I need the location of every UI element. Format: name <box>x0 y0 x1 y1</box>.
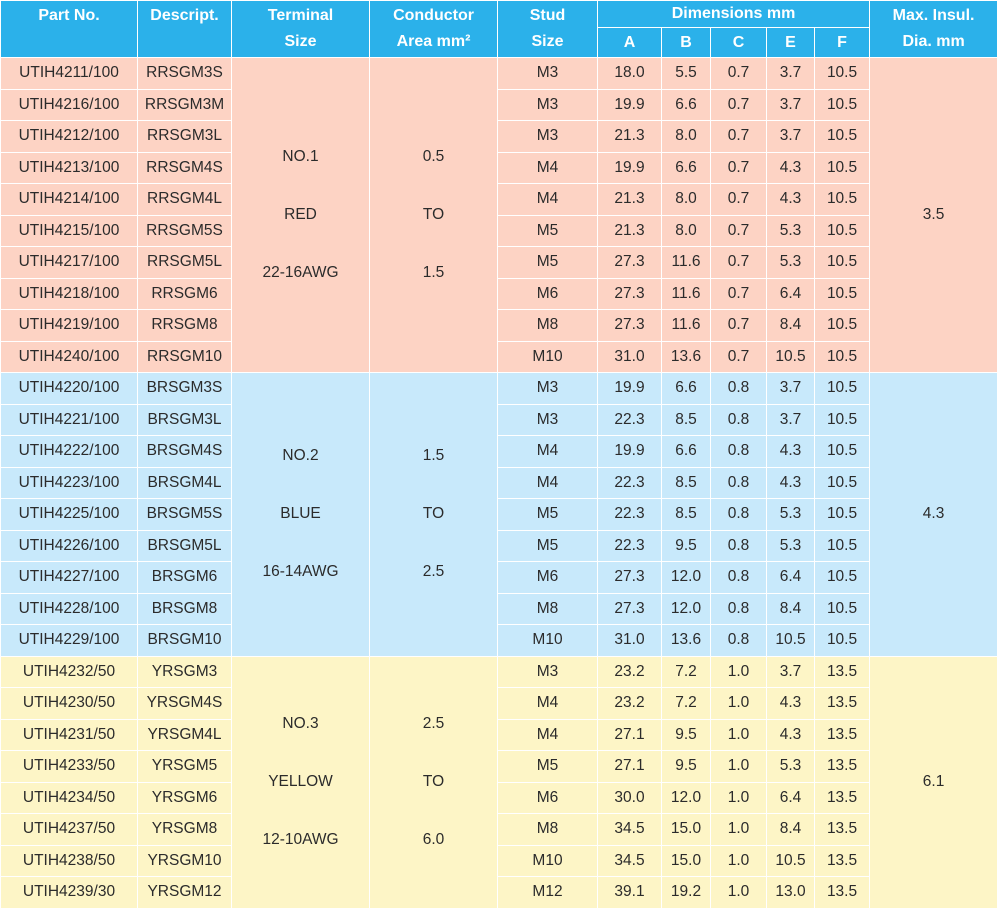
conductor-area-line: 2.5 <box>422 715 445 732</box>
dim-e-cell: 5.3 <box>767 499 815 531</box>
dim-a-cell: 27.1 <box>598 751 662 783</box>
dim-e-cell: 3.7 <box>767 121 815 153</box>
dim-f-cell: 13.5 <box>815 688 870 720</box>
dim-a-cell: 27.3 <box>598 593 662 625</box>
stud-size-cell: M3 <box>498 656 598 688</box>
header-descript: Descript. <box>138 1 232 58</box>
conductor-area-line: TO <box>422 505 445 523</box>
part-no-cell: UTIH4234/50 <box>1 782 138 814</box>
dim-f-cell: 10.5 <box>815 58 870 90</box>
descript-cell: RRSGM5L <box>138 247 232 279</box>
dim-f-cell: 10.5 <box>815 184 870 216</box>
dim-b-cell: 7.2 <box>662 656 711 688</box>
part-no-cell: UTIH4217/100 <box>1 247 138 279</box>
header-dim-b: B <box>662 28 711 58</box>
part-no-cell: UTIH4214/100 <box>1 184 138 216</box>
dim-f-cell: 10.5 <box>815 467 870 499</box>
stud-size-cell: M4 <box>498 152 598 184</box>
stud-size-cell: M12 <box>498 877 598 909</box>
header-terminal-size: Terminal Size <box>232 1 370 58</box>
part-no-cell: UTIH4213/100 <box>1 152 138 184</box>
dim-c-cell: 0.8 <box>711 436 767 468</box>
dim-b-cell: 11.6 <box>662 310 711 342</box>
part-no-cell: UTIH4240/100 <box>1 341 138 373</box>
dim-a-cell: 22.3 <box>598 404 662 436</box>
table-row <box>1 688 997 720</box>
dim-a-cell: 19.9 <box>598 436 662 468</box>
dim-c-cell: 1.0 <box>711 688 767 720</box>
dim-c-cell: 0.7 <box>711 278 767 310</box>
dim-c-cell: 0.7 <box>711 247 767 279</box>
terminal-size-line: NO.1 <box>282 148 319 165</box>
dim-f-cell: 10.5 <box>815 121 870 153</box>
dim-f-cell: 10.5 <box>815 310 870 342</box>
part-no-cell: UTIH4232/50 <box>1 656 138 688</box>
dim-f-cell: 13.5 <box>815 656 870 688</box>
dim-c-cell: 1.0 <box>711 719 767 751</box>
dim-a-cell: 23.2 <box>598 656 662 688</box>
dim-f-cell: 13.5 <box>815 751 870 783</box>
table-row <box>1 278 997 310</box>
max-insul-dia-cell: 6.1 <box>870 656 997 908</box>
dim-a-cell: 31.0 <box>598 341 662 373</box>
dim-f-cell: 10.5 <box>815 404 870 436</box>
dim-b-cell: 13.6 <box>662 625 711 657</box>
dim-e-cell: 4.3 <box>767 184 815 216</box>
stud-size-cell: M4 <box>498 184 598 216</box>
conductor-area-line: TO <box>422 206 445 223</box>
descript-cell: YRSGM12 <box>138 877 232 909</box>
part-no-cell: UTIH4231/50 <box>1 719 138 751</box>
dim-e-cell: 6.4 <box>767 562 815 594</box>
table-row <box>1 467 997 499</box>
table-row <box>1 58 997 90</box>
dim-c-cell: 0.7 <box>711 310 767 342</box>
dim-b-cell: 11.6 <box>662 278 711 310</box>
dim-a-cell: 34.5 <box>598 845 662 877</box>
stud-size-cell: M8 <box>498 814 598 846</box>
dim-e-cell: 4.3 <box>767 152 815 184</box>
stud-size-cell: M5 <box>498 247 598 279</box>
dim-c-cell: 0.8 <box>711 562 767 594</box>
dim-f-cell: 10.5 <box>815 215 870 247</box>
dim-f-cell: 10.5 <box>815 278 870 310</box>
descript-cell: BRSGM3S <box>138 373 232 405</box>
stud-size-cell: M10 <box>498 625 598 657</box>
table-row <box>1 530 997 562</box>
descript-cell: BRSGM4S <box>138 436 232 468</box>
dim-a-cell: 39.1 <box>598 877 662 909</box>
dim-e-cell: 3.7 <box>767 58 815 90</box>
dim-a-cell: 27.3 <box>598 247 662 279</box>
table-row <box>1 436 997 468</box>
dim-c-cell: 0.7 <box>711 152 767 184</box>
table-header <box>1 1 997 58</box>
table-row <box>1 499 997 531</box>
dim-b-cell: 8.5 <box>662 404 711 436</box>
descript-cell: YRSGM10 <box>138 845 232 877</box>
dim-a-cell: 34.5 <box>598 814 662 846</box>
dim-c-cell: 0.7 <box>711 89 767 121</box>
dim-a-cell: 30.0 <box>598 782 662 814</box>
dim-e-cell: 10.5 <box>767 341 815 373</box>
terminal-size-line: RED <box>284 206 317 223</box>
dim-c-cell: 0.8 <box>711 625 767 657</box>
stud-size-cell: M8 <box>498 310 598 342</box>
stud-size-cell: M3 <box>498 121 598 153</box>
dim-f-cell: 10.5 <box>815 341 870 373</box>
dim-a-cell: 22.3 <box>598 467 662 499</box>
dim-c-cell: 1.0 <box>711 751 767 783</box>
part-no-cell: UTIH4227/100 <box>1 562 138 594</box>
table-row <box>1 341 997 373</box>
dim-e-cell: 13.0 <box>767 877 815 909</box>
dim-c-cell: 0.8 <box>711 499 767 531</box>
part-no-cell: UTIH4225/100 <box>1 499 138 531</box>
header-conductor-area: Conductor Area mm² <box>370 1 498 58</box>
table-row <box>1 562 997 594</box>
table-row <box>1 814 997 846</box>
part-no-cell: UTIH4221/100 <box>1 404 138 436</box>
table-row <box>1 152 997 184</box>
dim-a-cell: 31.0 <box>598 625 662 657</box>
stud-size-cell: M4 <box>498 436 598 468</box>
table-row <box>1 310 997 342</box>
conductor-area-line: 0.5 <box>422 148 445 165</box>
terminal-size-line: NO.2 <box>282 447 319 465</box>
dim-c-cell: 0.7 <box>711 215 767 247</box>
part-no-cell: UTIH4212/100 <box>1 121 138 153</box>
dim-f-cell: 13.5 <box>815 719 870 751</box>
stud-size-cell: M4 <box>498 688 598 720</box>
part-no-cell: UTIH4233/50 <box>1 751 138 783</box>
descript-cell: RRSGM4S <box>138 152 232 184</box>
dim-b-cell: 8.5 <box>662 499 711 531</box>
dim-e-cell: 4.3 <box>767 719 815 751</box>
dim-e-cell: 3.7 <box>767 373 815 405</box>
stud-size-cell: M4 <box>498 719 598 751</box>
stud-size-cell: M6 <box>498 278 598 310</box>
dim-a-cell: 27.3 <box>598 310 662 342</box>
conductor-area-line: 1.5 <box>422 447 445 465</box>
header-dim-c: C <box>711 28 767 58</box>
dim-f-cell: 10.5 <box>815 436 870 468</box>
terminal-size-line: 16-14AWG <box>262 563 339 581</box>
part-no-cell: UTIH4222/100 <box>1 436 138 468</box>
header-dim-a: A <box>598 28 662 58</box>
dim-c-cell: 1.0 <box>711 877 767 909</box>
part-no-cell: UTIH4237/50 <box>1 814 138 846</box>
table-row <box>1 373 997 405</box>
terminal-size-line: NO.3 <box>282 715 319 732</box>
dim-c-cell: 1.0 <box>711 656 767 688</box>
dim-c-cell: 0.8 <box>711 404 767 436</box>
table-row <box>1 121 997 153</box>
conductor-area-line: 6.0 <box>422 831 445 848</box>
table-row <box>1 404 997 436</box>
dim-b-cell: 15.0 <box>662 845 711 877</box>
dim-e-cell: 6.4 <box>767 782 815 814</box>
dim-e-cell: 5.3 <box>767 530 815 562</box>
dim-b-cell: 9.5 <box>662 530 711 562</box>
descript-cell: YRSGM5 <box>138 751 232 783</box>
dim-e-cell: 8.4 <box>767 814 815 846</box>
table-row <box>1 593 997 625</box>
dim-a-cell: 21.3 <box>598 215 662 247</box>
part-no-cell: UTIH4226/100 <box>1 530 138 562</box>
part-no-cell: UTIH4229/100 <box>1 625 138 657</box>
dim-c-cell: 0.7 <box>711 121 767 153</box>
descript-cell: YRSGM3 <box>138 656 232 688</box>
max-insul-dia-cell: 4.3 <box>870 373 997 657</box>
dim-e-cell: 8.4 <box>767 593 815 625</box>
table-body <box>1 58 997 909</box>
dim-c-cell: 0.7 <box>711 58 767 90</box>
descript-cell: BRSGM6 <box>138 562 232 594</box>
dim-b-cell: 5.5 <box>662 58 711 90</box>
dim-e-cell: 5.3 <box>767 247 815 279</box>
dim-c-cell: 1.0 <box>711 814 767 846</box>
descript-cell: RRSGM4L <box>138 184 232 216</box>
conductor-area-cell <box>370 373 498 657</box>
conductor-area-line: 1.5 <box>422 264 445 281</box>
descript-cell: YRSGM4S <box>138 688 232 720</box>
dim-c-cell: 0.7 <box>711 341 767 373</box>
table-row <box>1 719 997 751</box>
part-no-cell: UTIH4228/100 <box>1 593 138 625</box>
dim-e-cell: 8.4 <box>767 310 815 342</box>
stud-size-cell: M10 <box>498 845 598 877</box>
descript-cell: YRSGM4L <box>138 719 232 751</box>
stud-size-cell: M3 <box>498 58 598 90</box>
dim-a-cell: 19.9 <box>598 373 662 405</box>
descript-cell: YRSGM8 <box>138 814 232 846</box>
dim-f-cell: 13.5 <box>815 814 870 846</box>
descript-cell: BRSGM5L <box>138 530 232 562</box>
conductor-area-line: 2.5 <box>422 563 445 581</box>
terminal-size-line: YELLOW <box>268 773 333 790</box>
dim-b-cell: 8.0 <box>662 184 711 216</box>
dim-e-cell: 3.7 <box>767 89 815 121</box>
dim-a-cell: 18.0 <box>598 58 662 90</box>
table-row <box>1 89 997 121</box>
dim-f-cell: 13.5 <box>815 845 870 877</box>
dim-c-cell: 0.8 <box>711 373 767 405</box>
part-no-cell: UTIH4223/100 <box>1 467 138 499</box>
conductor-area-cell <box>370 656 498 908</box>
dim-e-cell: 5.3 <box>767 215 815 247</box>
dim-e-cell: 5.3 <box>767 751 815 783</box>
dim-a-cell: 22.3 <box>598 530 662 562</box>
dim-b-cell: 9.5 <box>662 719 711 751</box>
header-stud-size: Stud Size <box>498 1 598 58</box>
descript-cell: RRSGM3M <box>138 89 232 121</box>
stud-size-cell: M5 <box>498 215 598 247</box>
dim-c-cell: 1.0 <box>711 845 767 877</box>
terminal-size-line: BLUE <box>280 505 321 523</box>
dim-e-cell: 3.7 <box>767 656 815 688</box>
dim-c-cell: 0.8 <box>711 530 767 562</box>
dim-b-cell: 6.6 <box>662 89 711 121</box>
dim-c-cell: 0.8 <box>711 593 767 625</box>
part-no-cell: UTIH4220/100 <box>1 373 138 405</box>
dim-b-cell: 8.0 <box>662 121 711 153</box>
dim-f-cell: 13.5 <box>815 782 870 814</box>
stud-size-cell: M6 <box>498 562 598 594</box>
dim-b-cell: 12.0 <box>662 782 711 814</box>
dim-b-cell: 6.6 <box>662 152 711 184</box>
part-no-cell: UTIH4239/30 <box>1 877 138 909</box>
table-row <box>1 877 997 909</box>
table-row <box>1 247 997 279</box>
stud-size-cell: M8 <box>498 593 598 625</box>
terminal-size-line: 12-10AWG <box>262 831 339 848</box>
header-part-no: Part No. <box>1 1 138 58</box>
descript-cell: RRSGM8 <box>138 310 232 342</box>
stud-size-cell: M4 <box>498 467 598 499</box>
stud-size-cell: M5 <box>498 530 598 562</box>
dim-a-cell: 19.9 <box>598 89 662 121</box>
descript-cell: RRSGM6 <box>138 278 232 310</box>
descript-cell: BRSGM3L <box>138 404 232 436</box>
dim-a-cell: 21.3 <box>598 121 662 153</box>
descript-cell: YRSGM6 <box>138 782 232 814</box>
descript-cell: BRSGM4L <box>138 467 232 499</box>
dim-b-cell: 12.0 <box>662 562 711 594</box>
dim-f-cell: 10.5 <box>815 562 870 594</box>
dim-b-cell: 7.2 <box>662 688 711 720</box>
dim-b-cell: 19.2 <box>662 877 711 909</box>
dim-e-cell: 3.7 <box>767 404 815 436</box>
dim-f-cell: 10.5 <box>815 499 870 531</box>
dim-f-cell: 10.5 <box>815 625 870 657</box>
stud-size-cell: M5 <box>498 751 598 783</box>
descript-cell: BRSGM5S <box>138 499 232 531</box>
dim-e-cell: 10.5 <box>767 625 815 657</box>
conductor-area-line: TO <box>422 773 445 790</box>
table-row <box>1 782 997 814</box>
terminal-size-cell <box>232 58 370 373</box>
dim-c-cell: 0.8 <box>711 467 767 499</box>
stud-size-cell: M10 <box>498 341 598 373</box>
dim-a-cell: 19.9 <box>598 152 662 184</box>
dim-e-cell: 4.3 <box>767 436 815 468</box>
part-no-cell: UTIH4211/100 <box>1 58 138 90</box>
descript-cell: BRSGM8 <box>138 593 232 625</box>
dim-b-cell: 6.6 <box>662 373 711 405</box>
dim-b-cell: 8.5 <box>662 467 711 499</box>
part-no-cell: UTIH4219/100 <box>1 310 138 342</box>
dim-b-cell: 11.6 <box>662 247 711 279</box>
header-dim-e: E <box>767 28 815 58</box>
table-row <box>1 845 997 877</box>
dim-e-cell: 10.5 <box>767 845 815 877</box>
dim-a-cell: 27.3 <box>598 562 662 594</box>
table-row <box>1 751 997 783</box>
table-row <box>1 184 997 216</box>
dim-b-cell: 6.6 <box>662 436 711 468</box>
table-row <box>1 625 997 657</box>
dim-f-cell: 10.5 <box>815 152 870 184</box>
part-no-cell: UTIH4230/50 <box>1 688 138 720</box>
dim-a-cell: 23.2 <box>598 688 662 720</box>
dim-b-cell: 12.0 <box>662 593 711 625</box>
dim-a-cell: 22.3 <box>598 499 662 531</box>
header-dim-f: F <box>815 28 870 58</box>
dim-e-cell: 4.3 <box>767 467 815 499</box>
dim-c-cell: 0.7 <box>711 184 767 216</box>
dim-e-cell: 4.3 <box>767 688 815 720</box>
dim-f-cell: 13.5 <box>815 877 870 909</box>
dim-f-cell: 10.5 <box>815 373 870 405</box>
terminal-size-cell <box>232 656 370 908</box>
part-no-cell: UTIH4218/100 <box>1 278 138 310</box>
conductor-area-cell <box>370 58 498 373</box>
dim-f-cell: 10.5 <box>815 89 870 121</box>
dim-b-cell: 13.6 <box>662 341 711 373</box>
terminal-size-line: 22-16AWG <box>262 264 339 281</box>
descript-cell: BRSGM10 <box>138 625 232 657</box>
dim-f-cell: 10.5 <box>815 593 870 625</box>
dim-a-cell: 27.1 <box>598 719 662 751</box>
stud-size-cell: M5 <box>498 499 598 531</box>
dim-b-cell: 9.5 <box>662 751 711 783</box>
dim-f-cell: 10.5 <box>815 530 870 562</box>
dim-f-cell: 10.5 <box>815 247 870 279</box>
descript-cell: RRSGM10 <box>138 341 232 373</box>
stud-size-cell: M3 <box>498 89 598 121</box>
max-insul-dia-cell: 3.5 <box>870 58 997 373</box>
descript-cell: RRSGM3L <box>138 121 232 153</box>
descript-cell: RRSGM3S <box>138 58 232 90</box>
header-dimensions: Dimensions mm <box>598 1 870 28</box>
stud-size-cell: M3 <box>498 373 598 405</box>
part-no-cell: UTIH4238/50 <box>1 845 138 877</box>
stud-size-cell: M6 <box>498 782 598 814</box>
header-max-insul-dia: Max. Insul. Dia. mm <box>870 1 997 58</box>
stud-size-cell: M3 <box>498 404 598 436</box>
dim-b-cell: 15.0 <box>662 814 711 846</box>
dim-e-cell: 6.4 <box>767 278 815 310</box>
dim-a-cell: 21.3 <box>598 184 662 216</box>
dim-a-cell: 27.3 <box>598 278 662 310</box>
part-no-cell: UTIH4216/100 <box>1 89 138 121</box>
part-no-cell: UTIH4215/100 <box>1 215 138 247</box>
table-row <box>1 215 997 247</box>
table-row <box>1 656 997 688</box>
descript-cell: RRSGM5S <box>138 215 232 247</box>
dim-c-cell: 1.0 <box>711 782 767 814</box>
dim-b-cell: 8.0 <box>662 215 711 247</box>
terminal-size-cell <box>232 373 370 657</box>
